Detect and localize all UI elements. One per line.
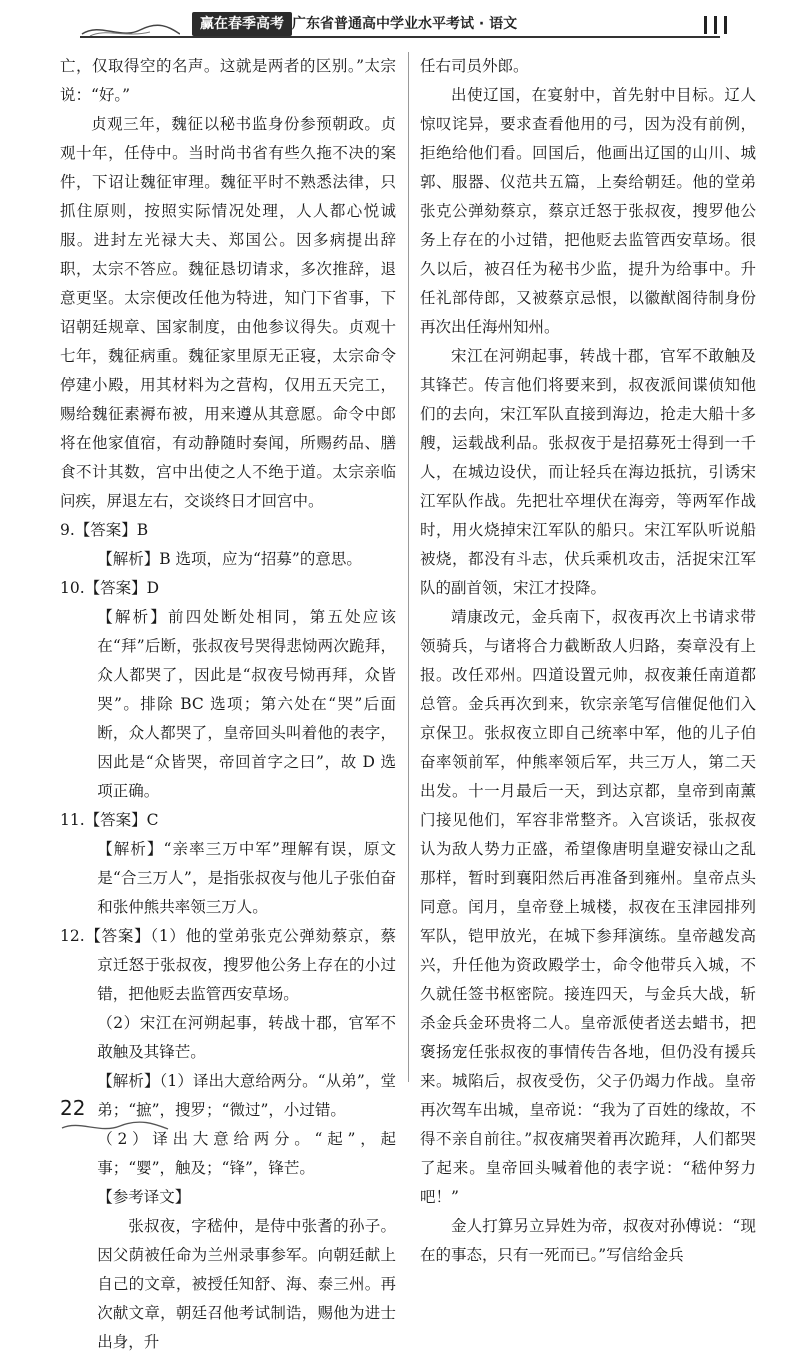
decorative-marks-icon	[700, 14, 740, 36]
left-para-1: 贞观三年，魏征以秘书监身份参预朝政。贞观十年，任侍中。当时尚书省有些久拖不决的案件，下诏让魏征审理。魏征平时不熟悉法律，只抓住原则，按照实际情况处理，人人都心悦诚服。进封左光禄大夫、郑国公。因多病提出辞职，太宗不答应。魏征恳切请求，多次推辞，退意更坚。太宗便改任他为特进，知门下省事，下诏朝廷规章、国家制度，由他参议得失。贞观十七年，魏征病重。魏征家里原无正寝，太宗命令停建小殿，用其材料为之营构，仅用五天完工，赐给魏征素褥布被，用来遵从其意愿。命令中郎将在他家值宿，有动静随时奏闻，所赐药品、膳食不计其数，宫中出使之人不绝于道。太宗亲临问疾，屏退左右，交谈终日才回宫中。	[60, 115, 396, 510]
analysis-11: 【解析】“亲率三万中军”理解有误，原文是“合三万人”，是指张叔夜与他儿子张伯奋和张仲熊共率领三万人。	[97, 840, 396, 916]
right-para-3: 靖康改元，金兵南下，叔夜再次上书请求带领骑兵，与诸将合力截断敌人归路，奏章没有上报。改任邓州。四道设置元帅，叔夜兼任南道都总管。金兵再次到来，钦宗亲笔写信催促他们入京保卫。张叔夜立即自己统率中军，他的儿子伯奋率领前军，仲熊率领后军，共三万人，第二天出发。十一月最后一天，到达京都，皇帝到南薰门接见他们，军容非常整齐。入宫谈话，张叔夜认为敌人势力正盛，希望像唐明皇避安禄山之乱那样，暂时到襄阳然后再准备到雍州。皇帝点头同意。闰月，皇帝登上城楼，叔夜在玉津园排列军队，铠甲放光，在城下参拜演练。皇帝越发高兴，升任他为资政殿学士，命令他带兵入城，不久就任签书枢密院。接连四天，与金兵大战，斩杀金兵金环贵将二人。皇帝派使者送去蜡书，把褒扬宠任张叔夜的事情传告各地，但仍没有援兵来。城陷后，叔夜受伤，父子仍竭力作战。皇帝再次驾车出城，皇帝说：“我为了百姓的缘故，不得不亲自前往。”叔夜痛哭着再次跪拜，人们都哭了起来。皇帝回头喊着他的表字说：“嵇仲努力吧！”	[420, 608, 756, 1206]
header-rule	[80, 36, 720, 38]
analysis-10: 【解析】前四处断处相同，第五处应该在“拜”后断，张叔夜号哭得悲恸两次跪拜，众人都哭了，因此是“叔夜号恸再拜，众皆哭”。排除 BC 选项；第六处在“哭”后面断，众人都哭了，皇帝回头叫着他的表字，因此是“众皆哭，帝回首字之曰”，故 D 选项正确。	[97, 608, 396, 800]
answer-11: 11.【答案】C	[60, 811, 159, 829]
answer-10: 10.【答案】D	[60, 579, 160, 597]
reference-translation-heading: 【参考译文】	[97, 1188, 191, 1206]
page-number: 22	[60, 1096, 86, 1120]
right-para-0: 任右司员外郎。	[420, 57, 529, 75]
column-divider	[408, 52, 409, 1082]
footer-swirl-icon	[60, 1120, 170, 1134]
left-column	[60, 52, 396, 1357]
answer-12: 12.【答案】（1）他的堂弟张克公弹劾蔡京，蔡京迁怒于张叔夜，搜罗他公务上存在的小过错，把他贬去监管西安草场。	[60, 927, 396, 1003]
page-header	[80, 6, 720, 42]
right-para-2: 宋江在河朔起事，转战十郡，官军不敢触及其锋芒。传言他们将要来到，叔夜派间谍侦知他们的去向，宋江军队直接到海边，抢走大船十多艘，运载战利品。张叔夜于是招募死士得到一千人，在城边设伏，而让轻兵在海边抵抗，引诱宋江军队作战。先把壮卒埋伏在海旁，等两军作战时，用火烧掉宋江军队的船只。宋江军队听说船被烧，都没有斗志，伏兵乘机攻击，活捉宋江军队的副首领，宋江才投降。	[420, 347, 756, 597]
book-title: 广东省普通高中学业水平考试 · 语文	[292, 16, 518, 32]
right-para-1: 出使辽国，在宴射中，首先射中目标。辽人惊叹诧异，要求查看他用的弓，因为没有前例，拒绝给他们看。回国后，他画出辽国的山川、城郭、服器、仪范共五篇，上奏给朝廷。他的堂弟张克公弹劾蔡京，蔡京迁怒于张叔夜，搜罗他公务上存在的小过错，把他贬去监管西安草场。很久以后，被召任为秘书少监，提升为给事中。升任礼部侍郎，又被蔡京忌恨，以徽猷阁待制身份再次出任海州知州。	[420, 86, 756, 336]
page-footer	[60, 1096, 260, 1136]
translation-para-0: 张叔夜，字嵇仲，是侍中张耆的孙子。因父荫被任命为兰州录事参军。向朝廷献上自己的文章，被授任知舒、海、泰三州。再次献文章，朝廷召他考试制诰，赐他为进士出身，升	[97, 1217, 396, 1351]
answer-12-part-2: （2）宋江在河朔起事，转战十郡，官军不敢触及其锋芒。	[97, 1014, 396, 1061]
right-column	[420, 52, 756, 1270]
series-badge: 赢在春季高考	[192, 12, 292, 36]
left-para-0: 亡，仅取得空的名声。这就是两者的区别。”太宗说：“好。”	[60, 57, 396, 104]
analysis-9: 【解析】B 选项，应为“招募”的意思。	[97, 550, 362, 568]
answer-9: 9.【答案】B	[60, 521, 149, 539]
analysis-12-part-2: （2）译出大意给两分。“起”，起事；“婴”，触及；“锋”，锋芒。	[97, 1130, 396, 1177]
analysis-12-part-1: 【解析】（1）译出大意给两分。“从弟”，堂弟；“摭”，搜罗；“微过”，小过错。	[97, 1072, 396, 1119]
right-para-4: 金人打算另立异姓为帝，叔夜对孙傅说：“现在的事态，只有一死而已。”写信给金兵	[420, 1217, 756, 1264]
